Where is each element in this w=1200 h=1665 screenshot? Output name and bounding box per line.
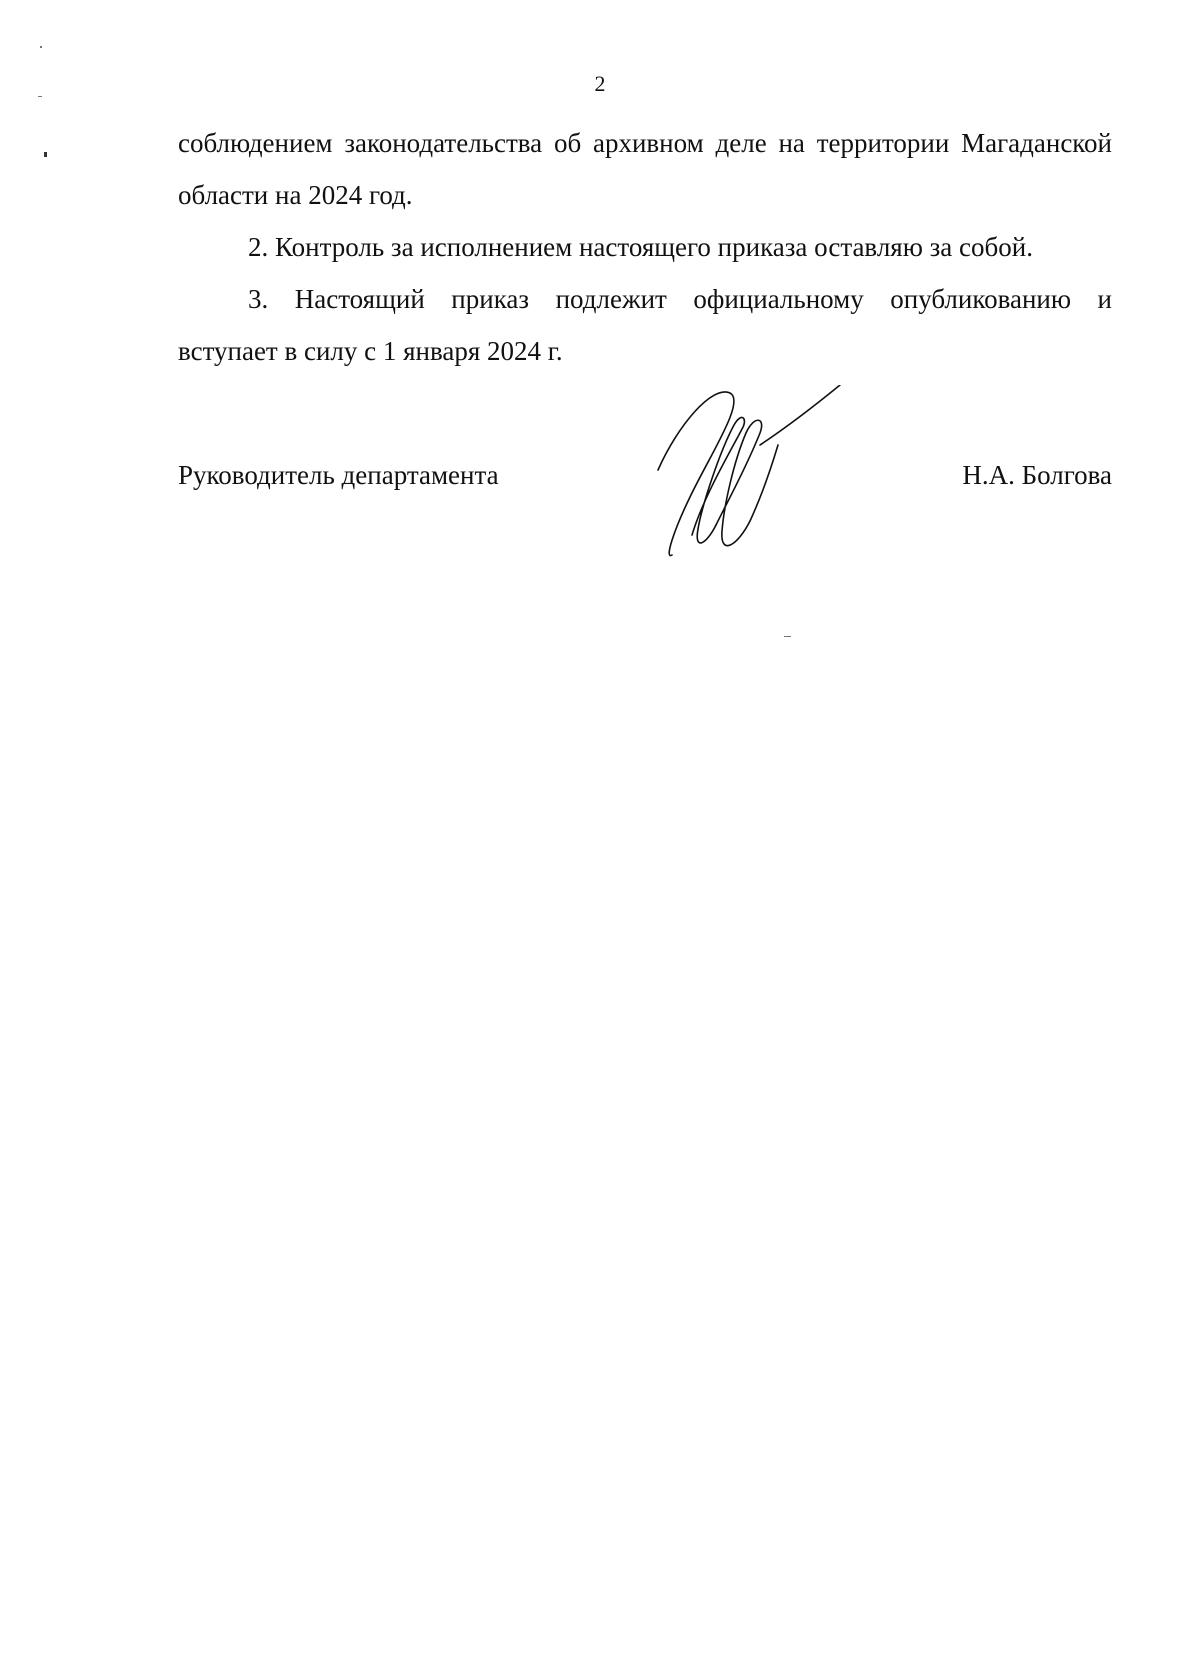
signer-position: Руководитель департамента (178, 460, 499, 490)
paragraph-item-3-line-2: вступает в силу с 1 января 2024 г. (178, 336, 563, 366)
handwritten-signature (650, 385, 850, 560)
scan-speck (40, 46, 42, 48)
page-number: 2 (594, 71, 606, 96)
scan-speck (38, 96, 42, 97)
scan-speck (44, 152, 47, 157)
paragraph-item-3-line-1: 3. Настоящий приказ подлежит официальному опубликованию и (248, 284, 1112, 314)
paragraph-continuation-line-2: области на 2024 год. (178, 180, 413, 210)
signer-name: Н.А. Болгова (962, 460, 1112, 490)
document-body (178, 117, 1112, 377)
paragraph-item-2: 2. Контроль за исполнением настоящего приказа оставляю за собой. (248, 232, 1033, 262)
scan-speck (784, 636, 791, 637)
paragraph-continuation-line-1: соблюдением законодательства об архивном деле на территории Магаданской (178, 128, 1112, 158)
